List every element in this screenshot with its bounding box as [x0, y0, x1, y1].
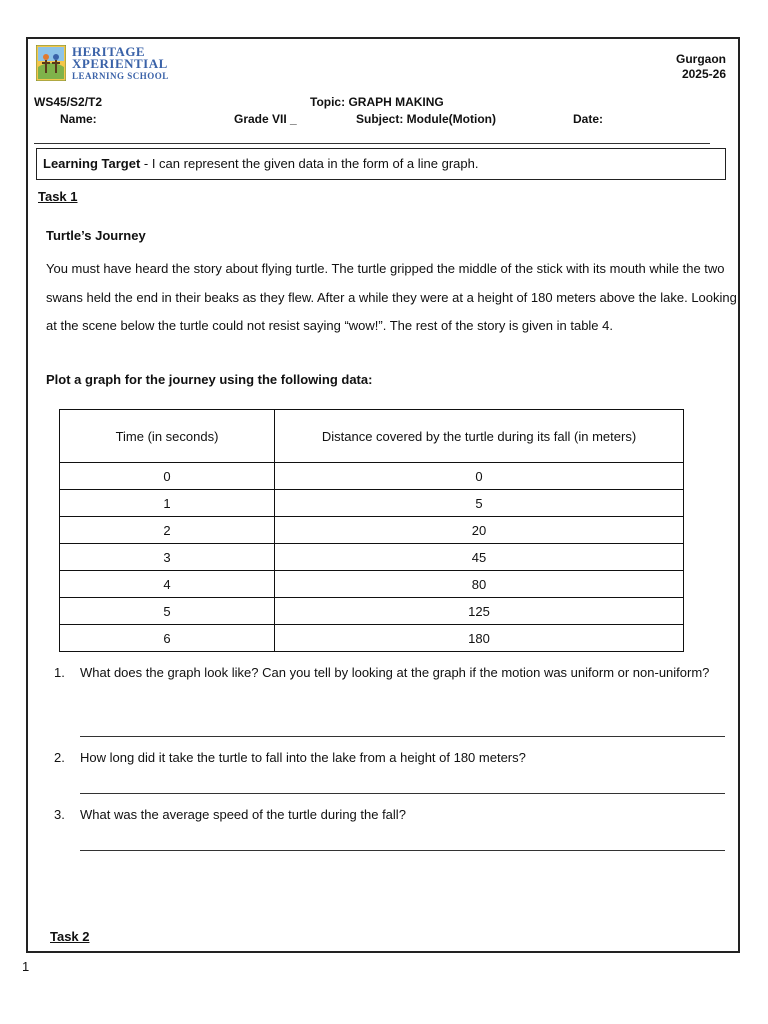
table-header-row: [60, 410, 684, 463]
distance-cell: 20: [275, 517, 684, 544]
subject-label: Subject: Module(Motion): [356, 112, 496, 126]
time-cell: 4: [60, 571, 275, 598]
question-number: 1.: [54, 665, 65, 680]
question-1: [54, 659, 726, 687]
table-row: [60, 517, 684, 544]
worksheet-page: [26, 37, 740, 953]
question-text: How long did it take the turtle to fall into the lake from a height of 180 meters?: [80, 750, 526, 765]
column-header-time: Time (in seconds): [60, 410, 275, 463]
distance-cell: 5: [275, 490, 684, 517]
worksheet-code: WS45/S2/T2: [34, 95, 103, 109]
learning-target-label: Learning Target: [43, 156, 141, 171]
session-year: 2025-26: [681, 67, 726, 81]
distance-cell: 0: [275, 463, 684, 490]
question-number: 2.: [54, 750, 65, 765]
table-row: [60, 463, 684, 490]
date-field-label: Date:: [573, 112, 604, 126]
time-cell: 3: [60, 544, 275, 571]
table-row: [60, 598, 684, 625]
task1-title: Turtle’s Journey: [46, 228, 146, 243]
question-number: 3.: [54, 807, 65, 822]
grade-label: Grade VII _: [234, 112, 297, 126]
task1-heading: Task 1: [38, 189, 78, 204]
question-text: What was the average speed of the turtle during the fall?: [80, 807, 406, 822]
data-table: [59, 409, 684, 652]
page-number: 1: [22, 959, 30, 974]
question-2: [54, 744, 726, 772]
task1-instruction: Plot a graph for the journey using the following data:: [46, 372, 373, 387]
campus-name: Gurgaon: [676, 52, 726, 66]
distance-cell: 80: [275, 571, 684, 598]
task2-heading: Task 2: [50, 929, 90, 944]
answer-line-3[interactable]: [80, 850, 725, 851]
school-name: HERITAGE XPERIENTIAL LEARNING SCHOOL: [72, 44, 169, 81]
learning-target-box: [36, 148, 726, 180]
learning-target-text: - I can represent the given data in the form of a line graph.: [140, 156, 479, 171]
question-text: What does the graph look like? Can you tell by looking at the graph if the motion was uniform or non-uniform?: [80, 665, 710, 680]
table-row: [60, 490, 684, 517]
name-field-label: Name:: [60, 112, 97, 126]
time-cell: 2: [60, 517, 275, 544]
table-row: [60, 625, 684, 652]
question-3: [54, 801, 726, 829]
time-cell: 1: [60, 490, 275, 517]
table-row: [60, 544, 684, 571]
time-cell: 5: [60, 598, 275, 625]
time-cell: 0: [60, 463, 275, 490]
task1-paragraph: You must have heard the story about flying turtle. The turtle gripped the middle of the stick with its mouth while the two swans held the end in their beaks as they flew. After a while they were at a height of 180 meters above the lake. Looking at the scene below the turtle could not resist saying “wow!”. The rest of the story is given in table 4.: [46, 261, 737, 333]
school-logo-icon: [36, 45, 66, 81]
topic-label: Topic: GRAPH MAKING: [310, 95, 444, 109]
column-header-distance: Distance covered by the turtle during its fall (in meters): [275, 410, 684, 463]
header-divider: [34, 143, 710, 144]
time-cell: 6: [60, 625, 275, 652]
distance-cell: 45: [275, 544, 684, 571]
campus-info: [676, 52, 726, 82]
table-row: [60, 571, 684, 598]
distance-cell: 180: [275, 625, 684, 652]
answer-line-2[interactable]: [80, 793, 725, 794]
distance-cell: 125: [275, 598, 684, 625]
answer-line-1[interactable]: [80, 736, 725, 737]
